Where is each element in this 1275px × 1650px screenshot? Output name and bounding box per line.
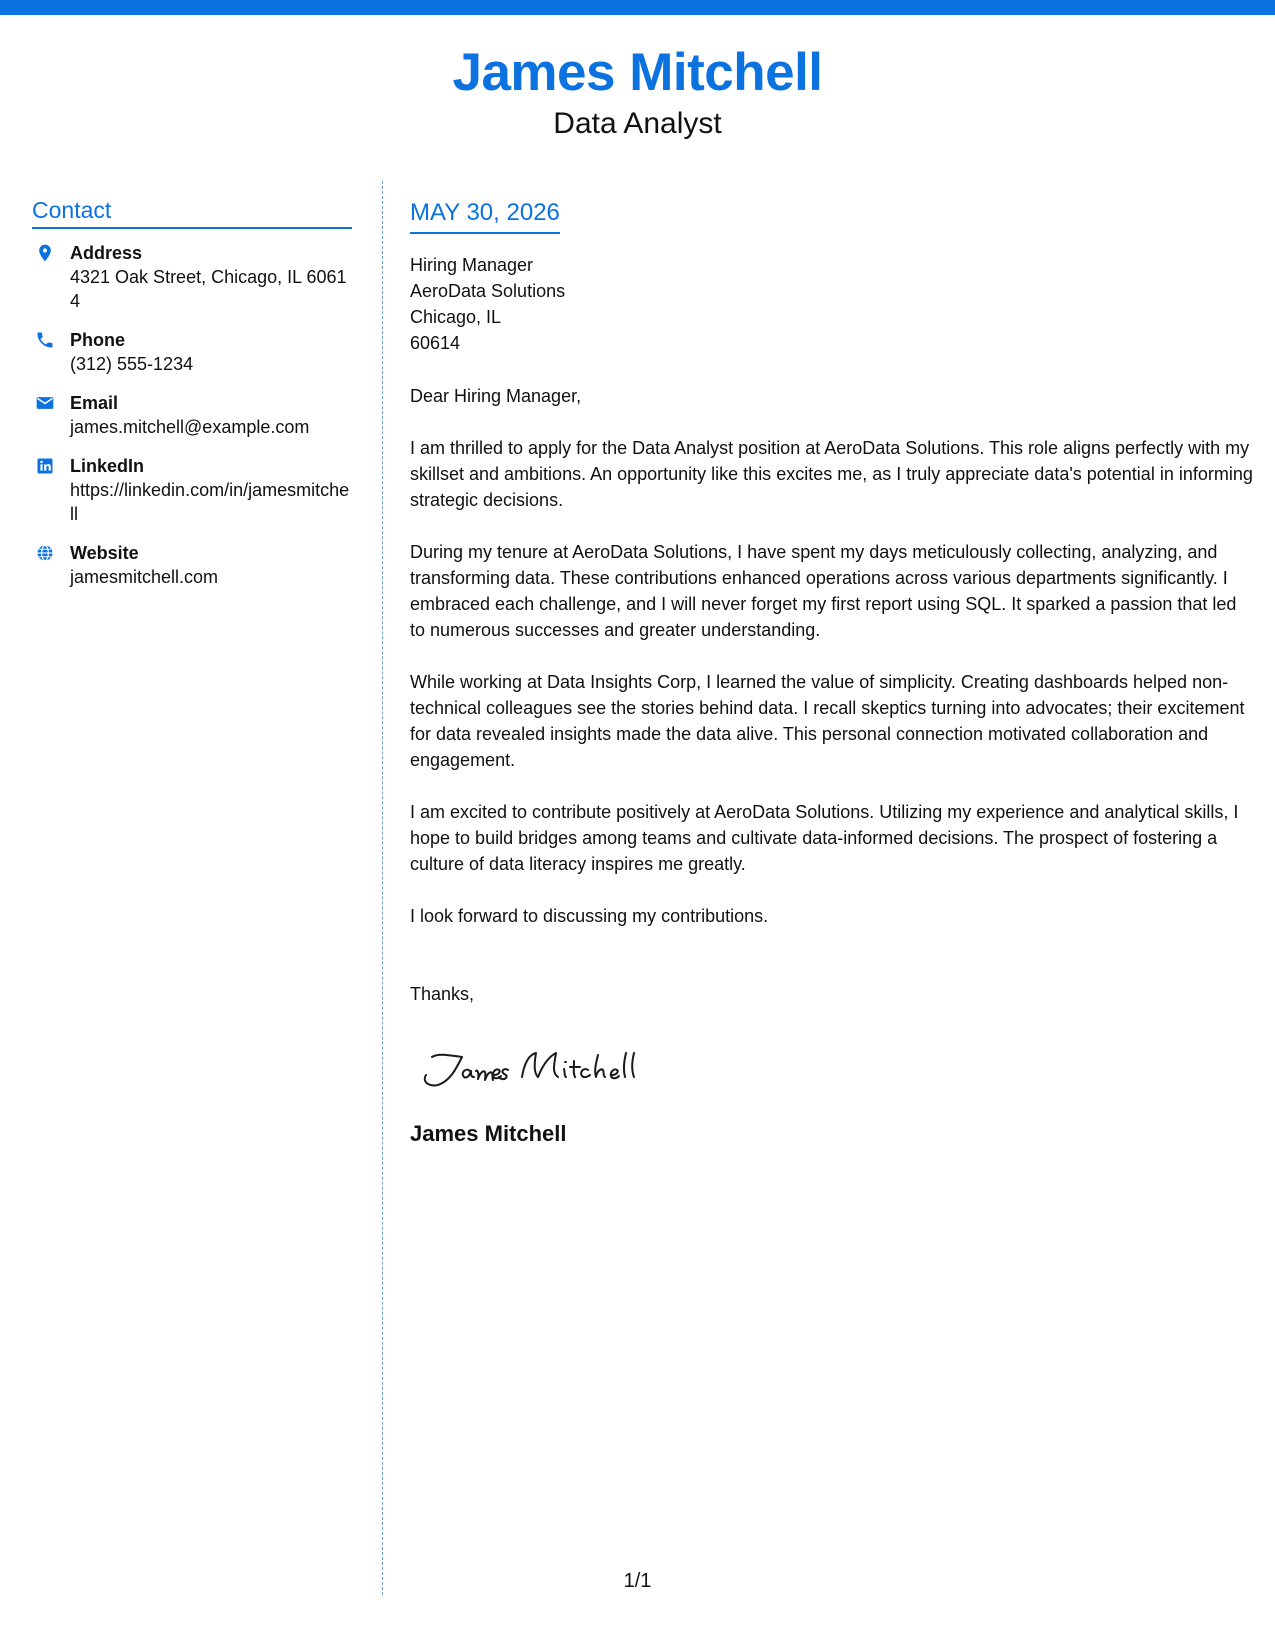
contact-heading: Contact [32,196,352,229]
header [0,42,1275,142]
page-number: 1/1 [623,1570,652,1592]
contact-sidebar [32,196,352,604]
body-paragraph: While working at Data Insights Corp, I learned the value of simplicity. Creating dashboards helped non-technical colleagues see the stories behind data. I recall skeptics turning into advocates; their excitement for data revealed insights made the data alive. This personal connection motivated collaboration and engagement. [410,672,1245,770]
contact-label: LinkedIn [70,456,145,476]
body-paragraph: During my tenure at AeroData Solutions, I have spent my days meticulously collecting, analyzing, and transforming data. These contributions enhanced operations across various departments significantly. I embraced each challenge, and I will never forget my first report using SQL. It sparked a passion that led to numerous successes and greater understanding. [410,542,1237,640]
recipient-line: Chicago, IL [410,307,502,327]
recipient-line: AeroData Solutions [410,281,566,301]
handwritten-signature [418,1037,688,1097]
contact-value: james.mitchell@example.com [70,417,310,437]
column-divider [382,181,383,1595]
contact-value: 4321 Oak Street, Chicago, IL 60614 [70,267,347,311]
body-paragraph: I look forward to discussing my contributions. [410,906,769,926]
applicant-name: James Mitchell [452,43,823,102]
contact-value: https://linkedin.com/in/jamesmitchell [70,480,350,524]
contact-item-address [32,241,352,313]
letter-body [410,198,1255,1148]
applicant-job-title: Data Analyst [553,107,722,140]
contact-label: Email [70,393,119,413]
contact-value: (312) 555-1234 [70,354,194,374]
location-pin-icon [35,243,55,263]
contact-item-phone [32,328,352,376]
contact-label: Phone [70,330,126,350]
letter-date: MAY 30, 2026 [410,198,560,234]
salutation: Dear Hiring Manager, [410,386,582,406]
contact-value: jamesmitchell.com [70,567,219,587]
recipient-line: Hiring Manager [410,255,534,275]
contact-label: Address [70,243,143,263]
recipient-block [410,252,1255,356]
top-accent-bar [0,0,1275,15]
contact-label: Website [70,543,139,563]
closing: Thanks, [410,984,475,1004]
linkedin-icon [35,456,55,476]
contact-item-email [32,391,352,439]
contact-item-linkedin [32,454,352,526]
recipient-line: 60614 [410,333,461,353]
contact-item-website [32,541,352,589]
envelope-icon [35,393,55,413]
body-paragraph: I am thrilled to apply for the Data Analyst position at AeroData Solutions. This role aligns perfectly with my skillset and ambitions. An opportunity like this excites me, as I truly appreciate data's potential in informing strategic decisions. [410,438,1253,510]
contact-list [32,241,352,589]
body-paragraph: I am excited to contribute positively at AeroData Solutions. Utilizing my experience and analytical skills, I hope to build bridges among teams and cultivate data-informed decisions. The prospect of fostering a culture of data literacy inspires me greatly. [410,802,1239,874]
phone-icon [35,330,55,350]
signer-name: James Mitchell [410,1121,567,1146]
globe-icon [35,543,55,563]
